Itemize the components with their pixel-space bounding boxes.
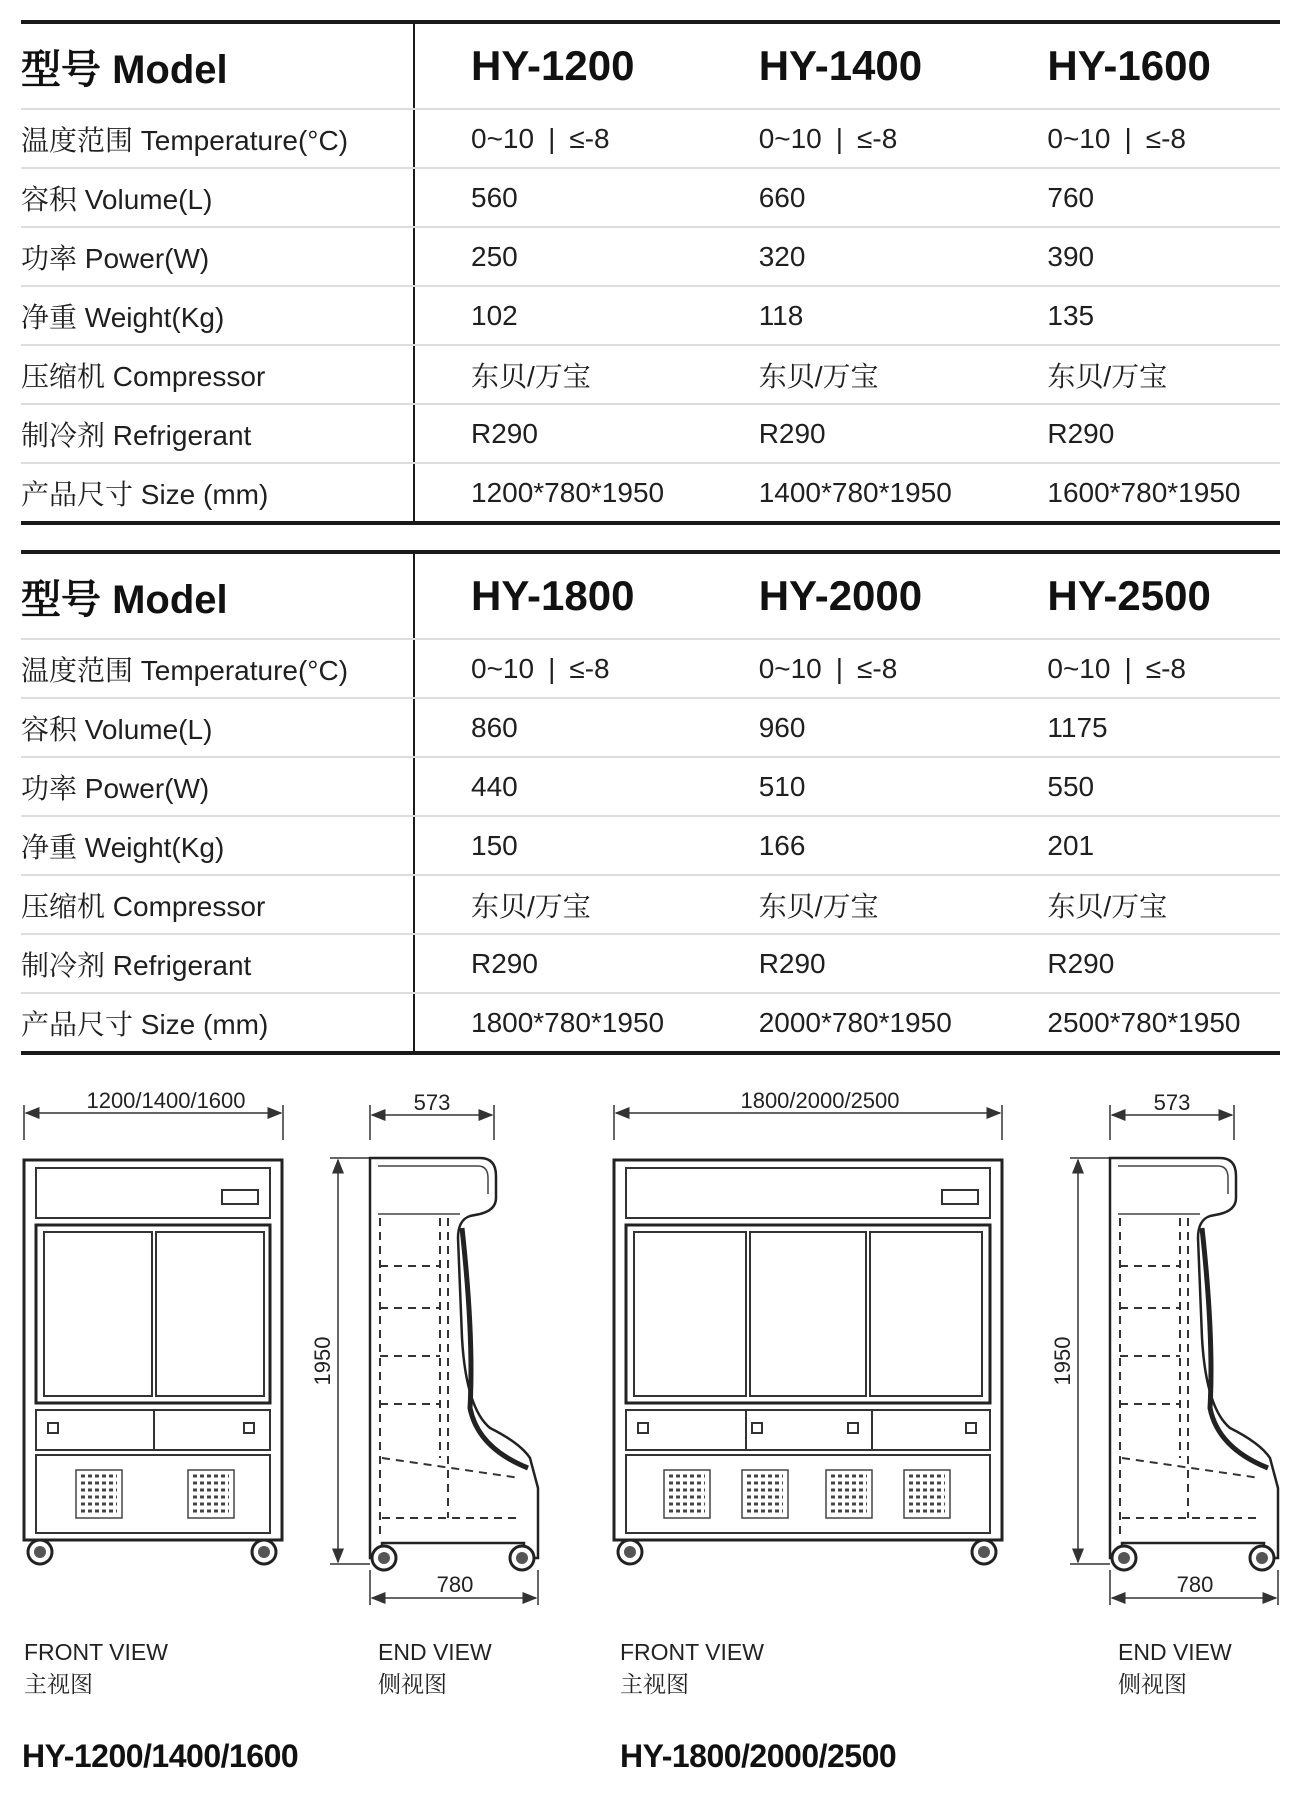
table-cell: 1175 [991, 698, 1280, 757]
table-cell: 390 [991, 227, 1280, 286]
table-row [21, 816, 1280, 875]
row-label: 功率 Power(W) [21, 227, 414, 286]
table-row [21, 286, 1280, 345]
end-view-label-cn-2: 侧视图 [1118, 1671, 1187, 1697]
spec-table-2 [21, 550, 1280, 1055]
table-cell: 东贝/万宝 [991, 875, 1280, 934]
table-cell: R290 [414, 404, 703, 463]
table-row [21, 345, 1280, 404]
table-cell: 510 [703, 757, 992, 816]
temperature-cell: 0~10 | ≤-8 [991, 109, 1280, 168]
end-view-2 [1050, 1090, 1278, 1605]
table-cell: 东贝/万宝 [703, 345, 992, 404]
front-view-2 [614, 1088, 1002, 1564]
row-label: 容积 Volume(L) [21, 698, 414, 757]
temperature-cell: 0~10 | ≤-8 [991, 639, 1280, 698]
end-view-label-cn-1: 侧视图 [378, 1671, 447, 1697]
model-header-label: 型号 Model [21, 22, 414, 109]
table-cell: 960 [703, 698, 992, 757]
end-depth-top-dim-2: 573 [1153, 1090, 1191, 1115]
table-cell: 东贝/万宝 [991, 345, 1280, 404]
row-label: 产品尺寸 Size (mm) [21, 993, 414, 1053]
row-label: 制冷剂 Refrigerant [21, 934, 414, 993]
table-row [21, 227, 1280, 286]
model-caption-1: HY-1200/1400/1600 [22, 1738, 299, 1774]
row-label: 制冷剂 Refrigerant [21, 404, 414, 463]
header-row [21, 22, 1280, 109]
table-cell: R290 [414, 934, 703, 993]
table-cell: 166 [703, 816, 992, 875]
technical-drawings [0, 1080, 1300, 1697]
table-cell: R290 [991, 934, 1280, 993]
front-width-dim-1: 1200/1400/1600 [86, 1088, 246, 1113]
table-cell: 东贝/万宝 [703, 875, 992, 934]
end-depth-bottom-dim-2: 780 [1176, 1572, 1214, 1597]
table-cell: 118 [703, 286, 992, 345]
table-row [21, 168, 1280, 227]
table-cell: 201 [991, 816, 1280, 875]
spec-table-1 [21, 20, 1280, 525]
table-cell: 1600*780*1950 [1047, 476, 1241, 508]
table-cell: 250 [414, 227, 703, 286]
model-name: HY-2500 [991, 552, 1280, 639]
table-row [21, 757, 1280, 816]
table-cell: 东贝/万宝 [414, 875, 703, 934]
model-name: HY-1800 [414, 552, 703, 639]
table-row [21, 463, 1280, 523]
model-name: HY-1200 [414, 22, 703, 109]
table-cell: 2500*780*1950 [1047, 1006, 1241, 1038]
table-cell: 102 [414, 286, 703, 345]
table-cell: 东贝/万宝 [414, 345, 703, 404]
end-height-dim-1: 1950 [310, 1336, 335, 1386]
table-cell: 1200*780*1950 [471, 476, 665, 508]
table-cell: 560 [414, 168, 703, 227]
end-depth-top-dim-1: 573 [413, 1090, 451, 1115]
model-header-label: 型号 Model [21, 552, 414, 639]
front-view-label-cn-2: 主视图 [620, 1671, 689, 1697]
model-name: HY-2000 [703, 552, 992, 639]
table-cell: R290 [703, 934, 992, 993]
table-cell: 550 [991, 757, 1280, 816]
temperature-cell: 0~10 | ≤-8 [703, 109, 992, 168]
table-row [21, 875, 1280, 934]
row-label: 容积 Volume(L) [21, 168, 414, 227]
end-height-dim-2: 1950 [1050, 1336, 1075, 1386]
table-row [21, 639, 1280, 698]
table-row [21, 934, 1280, 993]
end-view-label-2: END VIEW [1118, 1639, 1232, 1665]
table-cell: 1800*780*1950 [471, 1006, 665, 1038]
temperature-cell: 0~10 | ≤-8 [414, 109, 703, 168]
table-row [21, 993, 1280, 1053]
model-caption-2: HY-1800/2000/2500 [620, 1738, 897, 1774]
row-label: 压缩机 Compressor [21, 875, 414, 934]
row-label: 净重 Weight(Kg) [21, 816, 414, 875]
drawings-canvas [0, 1080, 1300, 1697]
front-width-dim-2: 1800/2000/2500 [740, 1088, 900, 1113]
row-label: 压缩机 Compressor [21, 345, 414, 404]
row-label: 温度范围 Temperature(°C) [21, 109, 414, 168]
row-label: 功率 Power(W) [21, 757, 414, 816]
row-label: 温度范围 Temperature(°C) [21, 639, 414, 698]
end-view-label-1: END VIEW [378, 1639, 492, 1665]
table-row [21, 109, 1280, 168]
front-view-label-cn-1: 主视图 [24, 1671, 93, 1697]
temperature-cell: 0~10 | ≤-8 [703, 639, 992, 698]
table-cell: 660 [703, 168, 992, 227]
table-cell: 320 [703, 227, 992, 286]
model-name: HY-1600 [991, 22, 1280, 109]
table-cell: 150 [414, 816, 703, 875]
model-name: HY-1400 [703, 22, 992, 109]
table-cell: R290 [703, 404, 992, 463]
row-label: 净重 Weight(Kg) [21, 286, 414, 345]
front-view-1 [24, 1088, 283, 1564]
table-row [21, 698, 1280, 757]
front-view-label-2: FRONT VIEW [620, 1639, 764, 1665]
table-cell: 1400*780*1950 [758, 476, 952, 508]
table-cell: 2000*780*1950 [758, 1006, 952, 1038]
end-view-1 [310, 1090, 538, 1605]
table-cell: 860 [414, 698, 703, 757]
table-cell: 760 [991, 168, 1280, 227]
table-cell: R290 [991, 404, 1280, 463]
temperature-cell: 0~10 | ≤-8 [414, 639, 703, 698]
front-view-label-1: FRONT VIEW [24, 1639, 168, 1665]
table-row [21, 404, 1280, 463]
table-cell: 135 [991, 286, 1280, 345]
table-cell: 440 [414, 757, 703, 816]
end-depth-bottom-dim-1: 780 [436, 1572, 474, 1597]
row-label: 产品尺寸 Size (mm) [21, 463, 414, 523]
header-row [21, 552, 1280, 639]
